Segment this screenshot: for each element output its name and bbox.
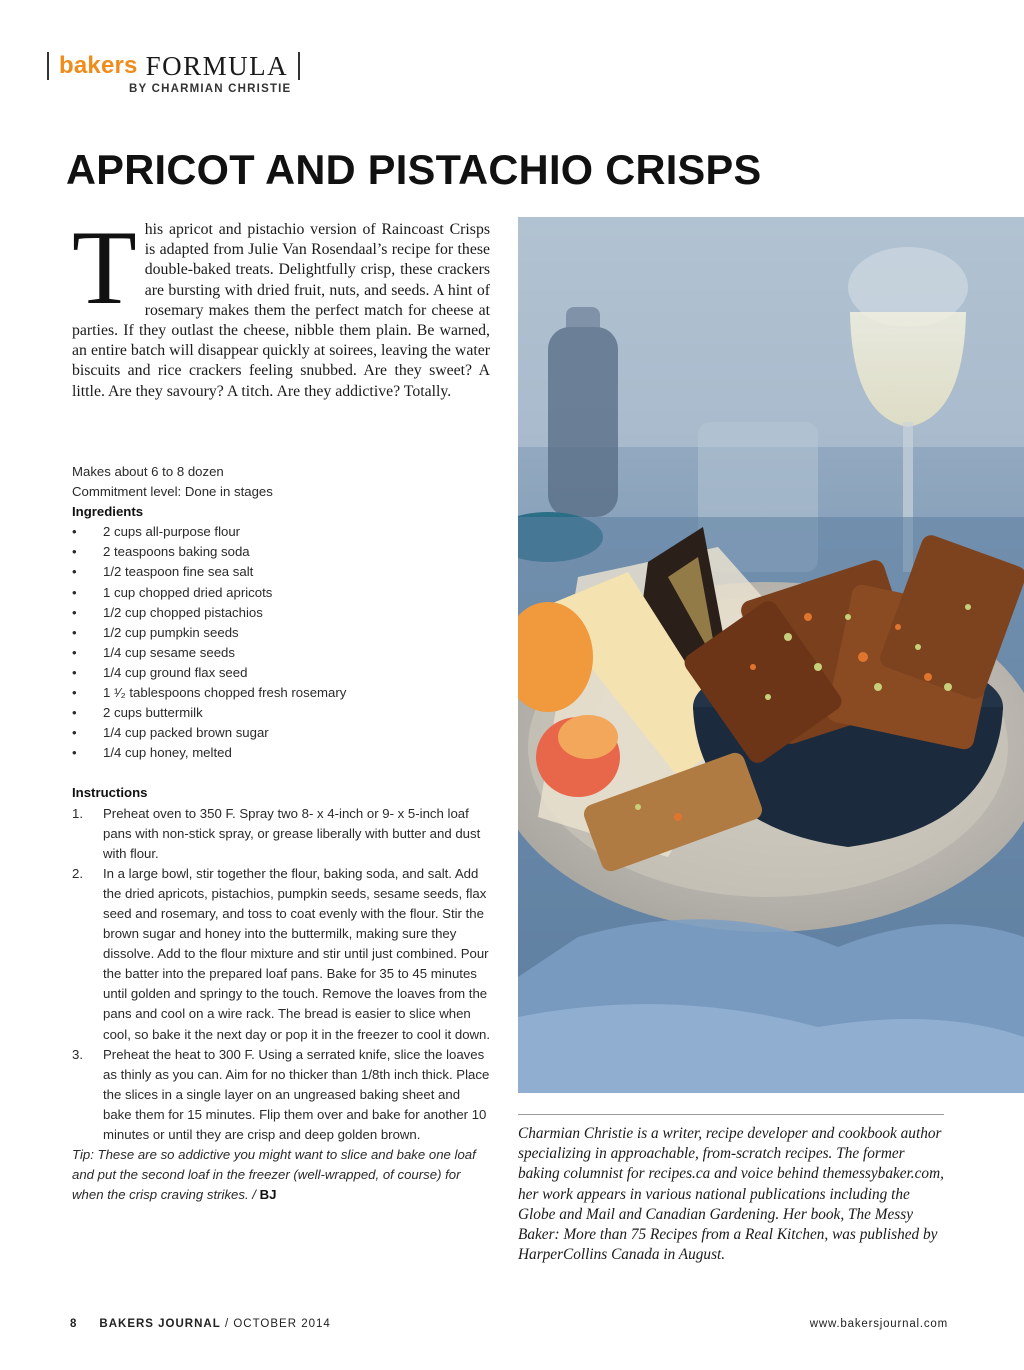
brand-formula: FORMULA [145, 50, 289, 81]
ingredient-item: • 1/2 cup chopped pistachios [72, 603, 492, 623]
brand-bakers: bakers [59, 52, 138, 79]
ingredient-item: • 1/4 cup sesame seeds [72, 643, 492, 663]
instruction-step [72, 804, 492, 864]
ingredient-item: • 1 cup chopped dried apricots [72, 583, 492, 603]
author-bio: Charmian Christie is a writer, recipe developer and cookbook author specializing in approachable, from-scratch recipes. The former baking columnist for recipes.ca and voice behind themessybaker.com, her work appears in various national publications including the Globe and Mail and Canadian Gardening. Her book, The Messy Baker: More than 75 Recipes from a Real Kitchen, was published by HarperCollins Canada in August. [518, 1125, 944, 1264]
ingredient-item: • 2 cups buttermilk [72, 703, 492, 723]
intro-paragraph [72, 209, 490, 402]
ingredients-list [72, 522, 492, 763]
tip [72, 1145, 492, 1205]
bio-divider [518, 1114, 944, 1115]
ingredient-item: • 2 cups all-purpose flour [72, 522, 492, 542]
ingredient-item: • 2 teaspoons baking soda [72, 542, 492, 562]
tip-text: Tip: These are so addictive you might want to slice and bake one loaf and put the second loaf in the freezer (well-wrapped, of course) for when the crisp craving strikes. [72, 1147, 476, 1203]
intro-text: his apricot and pistachio version of Raincoast Crisps is adapted from Julie Van Rosendaal’s recipe for these double-baked treats. Delightfully crisp, these crackers are bursting with dried fruit, nuts, and seeds. A hint of rosemary makes them the perfect match for cheese at parties. If they outlast the cheese, nibble them plain. Be warned, an entire batch will disappear quickly at soirees, leaving the water biscuits and rice crackers feeling snubbed. Are they sweet? A little. Are they savoury? A titch. Are they addictive? Totally. [72, 221, 490, 400]
step-text: In a large bowl, stir together the flour, baking soda, and salt. Add the dried apricots, pistachios, pumpkin seeds, sesame seeds, flax seed and rosemary, and toss to coat evenly with the flour. Stir the brown sugar and honey into the buttermilk, making sure they dissolve. Add to the flour mixture and stir until just combined. Pour the batter into the prepared loaf pans. Bake for 35 to 45 minutes until golden and springy to the touch. Remove the loaves from the pans and cool on a wire rack. The bread is easier to slice when cool, so bake it the next day or pop it in the freezer to cool it down. [103, 865, 491, 1042]
masthead [47, 50, 300, 82]
ingredient-item: • 1/4 cup ground flax seed [72, 663, 492, 683]
photo-illustration [518, 217, 1024, 1093]
ingredient-item: • 1/4 cup honey, melted [72, 743, 492, 763]
instructions-list [72, 804, 492, 1146]
byline: BY CHARMIAN CHRISTIE [129, 83, 292, 95]
instructions-heading: Instructions [72, 785, 148, 801]
step-number: 2. [72, 865, 83, 881]
commitment-level: Commitment level: Done in stages [72, 484, 273, 500]
step-number: 3. [72, 1046, 83, 1062]
journal-name: BAKERS JOURNAL [99, 1318, 221, 1330]
yield: Makes about 6 to 8 dozen [72, 464, 224, 479]
recipe-photo [518, 217, 1024, 1093]
page-title: APRICOT AND PISTACHIO CRISPS [66, 146, 762, 193]
issue-date: / OCTOBER 2014 [220, 1318, 331, 1330]
ingredient-item: • 1/2 teaspoon fine sea salt [72, 562, 492, 582]
ingredient-item: • 1 ¹⁄₂ tablespoons chopped fresh rosemary [72, 683, 492, 703]
page-number: 8 [70, 1318, 78, 1330]
masthead-bar-right [298, 52, 300, 80]
sign-off: BJ [259, 1187, 277, 1203]
step-text: Preheat the heat to 300 F. Using a serrated knife, slice the loaves as thinly as you can. Aim for no thicker than 1/8th inch thick. Place the slices in a single layer on an ungreased baking sheet and bake them for 15 minutes. Flip them over and bake for another 10 minutes or until they are crisp and deep golden brown. [103, 1046, 490, 1142]
ingredients-heading: Ingredients [72, 504, 144, 520]
drop-cap: T [72, 209, 137, 326]
ingredient-item: • 1/4 cup packed brown sugar [72, 723, 492, 743]
tip-separator: / [248, 1187, 260, 1203]
step-text: Preheat oven to 350 F. Spray two 8- x 4-inch or 9- x 5-inch loaf pans with non-stick spray, or grease liberally with butter and dust with flour. [103, 805, 481, 861]
recipe [72, 462, 492, 1205]
ingredient-item: • 1/2 cup pumpkin seeds [72, 623, 492, 643]
instruction-step [72, 864, 492, 1045]
step-number: 1. [72, 805, 83, 821]
website-url: www.bakersjournal.com [809, 1318, 948, 1330]
masthead-bar-left [47, 52, 49, 80]
instruction-step [72, 1045, 492, 1145]
footer-left [70, 1318, 331, 1330]
